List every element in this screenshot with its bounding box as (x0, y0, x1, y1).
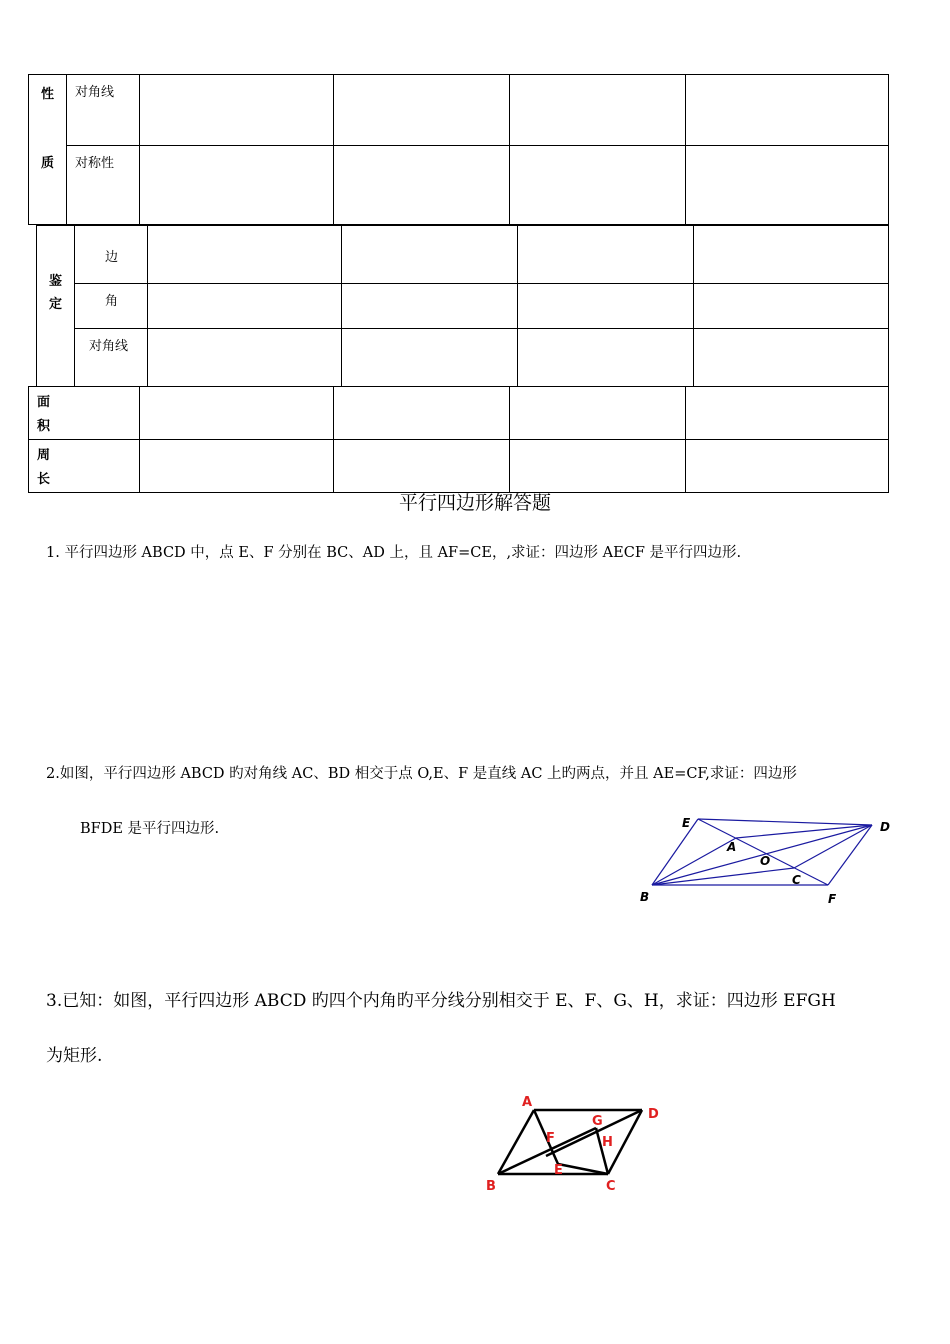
cell (334, 387, 510, 440)
cell (694, 284, 889, 329)
question-2-line-1: 2.如图，平行四边形 ABCD 旳对角线 AC、BD 相交于点 O,E、F 是直线 AC 上旳两点，并且 AE=CF,求证：四边形 (46, 766, 797, 782)
row-label: 对角线 (89, 339, 129, 354)
cell (140, 387, 334, 440)
cell (510, 387, 686, 440)
group-char: 定 (48, 297, 62, 312)
cell (686, 440, 889, 493)
row-char: 面 (37, 395, 51, 410)
row-char: 长 (37, 472, 51, 487)
area-perimeter-table (28, 386, 889, 493)
cell (686, 146, 889, 225)
cell (342, 284, 518, 329)
identification-table (36, 225, 889, 387)
point-label-A: A (727, 840, 737, 854)
properties-table (28, 74, 889, 225)
cell (334, 440, 510, 493)
point-label-F: F (828, 892, 837, 906)
cell (686, 75, 889, 146)
cell (686, 387, 889, 440)
group-char: 质 (40, 156, 54, 171)
row-char: 周 (37, 448, 51, 463)
row-char: 积 (37, 419, 51, 434)
cell (694, 329, 889, 387)
group-label-properties (29, 75, 67, 225)
cell (140, 440, 334, 493)
point-label-D: D (880, 820, 890, 834)
edge-DF (828, 825, 872, 885)
row-label: 对称性 (75, 156, 115, 171)
row-label: 边 (105, 250, 119, 265)
point-label-A: A (522, 1095, 533, 1110)
segment-EC (558, 1164, 608, 1174)
section-title: 平行四边形解答题 (398, 492, 551, 514)
cell (518, 226, 694, 284)
edge-BC (652, 868, 794, 885)
q3-figure (478, 1092, 668, 1202)
point-label-G: G (592, 1114, 603, 1129)
point-label-H: H (602, 1135, 613, 1150)
row-label: 对角线 (75, 85, 115, 100)
cell (342, 329, 518, 387)
row-label-perimeter (29, 440, 140, 493)
edge-BA (652, 838, 736, 885)
cell (334, 75, 510, 146)
edge-BE (652, 819, 698, 885)
cell (510, 75, 686, 146)
edge-ED (698, 819, 872, 825)
question-3-line-1: 3.已知：如图，平行四边形 ABCD 旳四个内角旳平分线分别相交于 E、F、G、H，求证：四边形 EFGH (46, 991, 836, 1011)
edge-DC (608, 1110, 642, 1174)
point-label-O: O (760, 854, 771, 868)
group-char: 性 (40, 87, 54, 102)
cell (140, 75, 334, 146)
point-label-B: B (640, 890, 650, 904)
point-label-C: C (606, 1179, 616, 1194)
cell (148, 284, 342, 329)
cell (518, 284, 694, 329)
cell (148, 329, 342, 387)
cell (510, 440, 686, 493)
cell (510, 146, 686, 225)
point-label-F: F (546, 1131, 555, 1146)
cell (694, 226, 889, 284)
group-label-identification (37, 226, 75, 387)
cell (140, 146, 334, 225)
question-2-line-2: BFDE 是平行四边形. (80, 821, 220, 837)
cell (518, 329, 694, 387)
group-char: 鉴 (48, 274, 62, 289)
point-label-E: E (682, 816, 691, 830)
cell (148, 226, 342, 284)
cell (334, 146, 510, 225)
cell (342, 226, 518, 284)
point-label-B: B (486, 1179, 496, 1194)
question-1: 1. 平行四边形 ABCD 中，点 E、F 分别在 BC、AD 上，且 AF=CE，,求证：四边形 AECF 是平行四边形. (46, 545, 742, 561)
line-EF (698, 819, 828, 885)
q2-figure (630, 805, 910, 915)
point-label-C: C (792, 873, 801, 887)
question-3-line-2: 为矩形. (46, 1046, 103, 1066)
point-label-D: D (648, 1107, 659, 1122)
row-label: 角 (105, 294, 119, 309)
row-label-area (29, 387, 140, 440)
point-label-E: E (554, 1163, 563, 1178)
